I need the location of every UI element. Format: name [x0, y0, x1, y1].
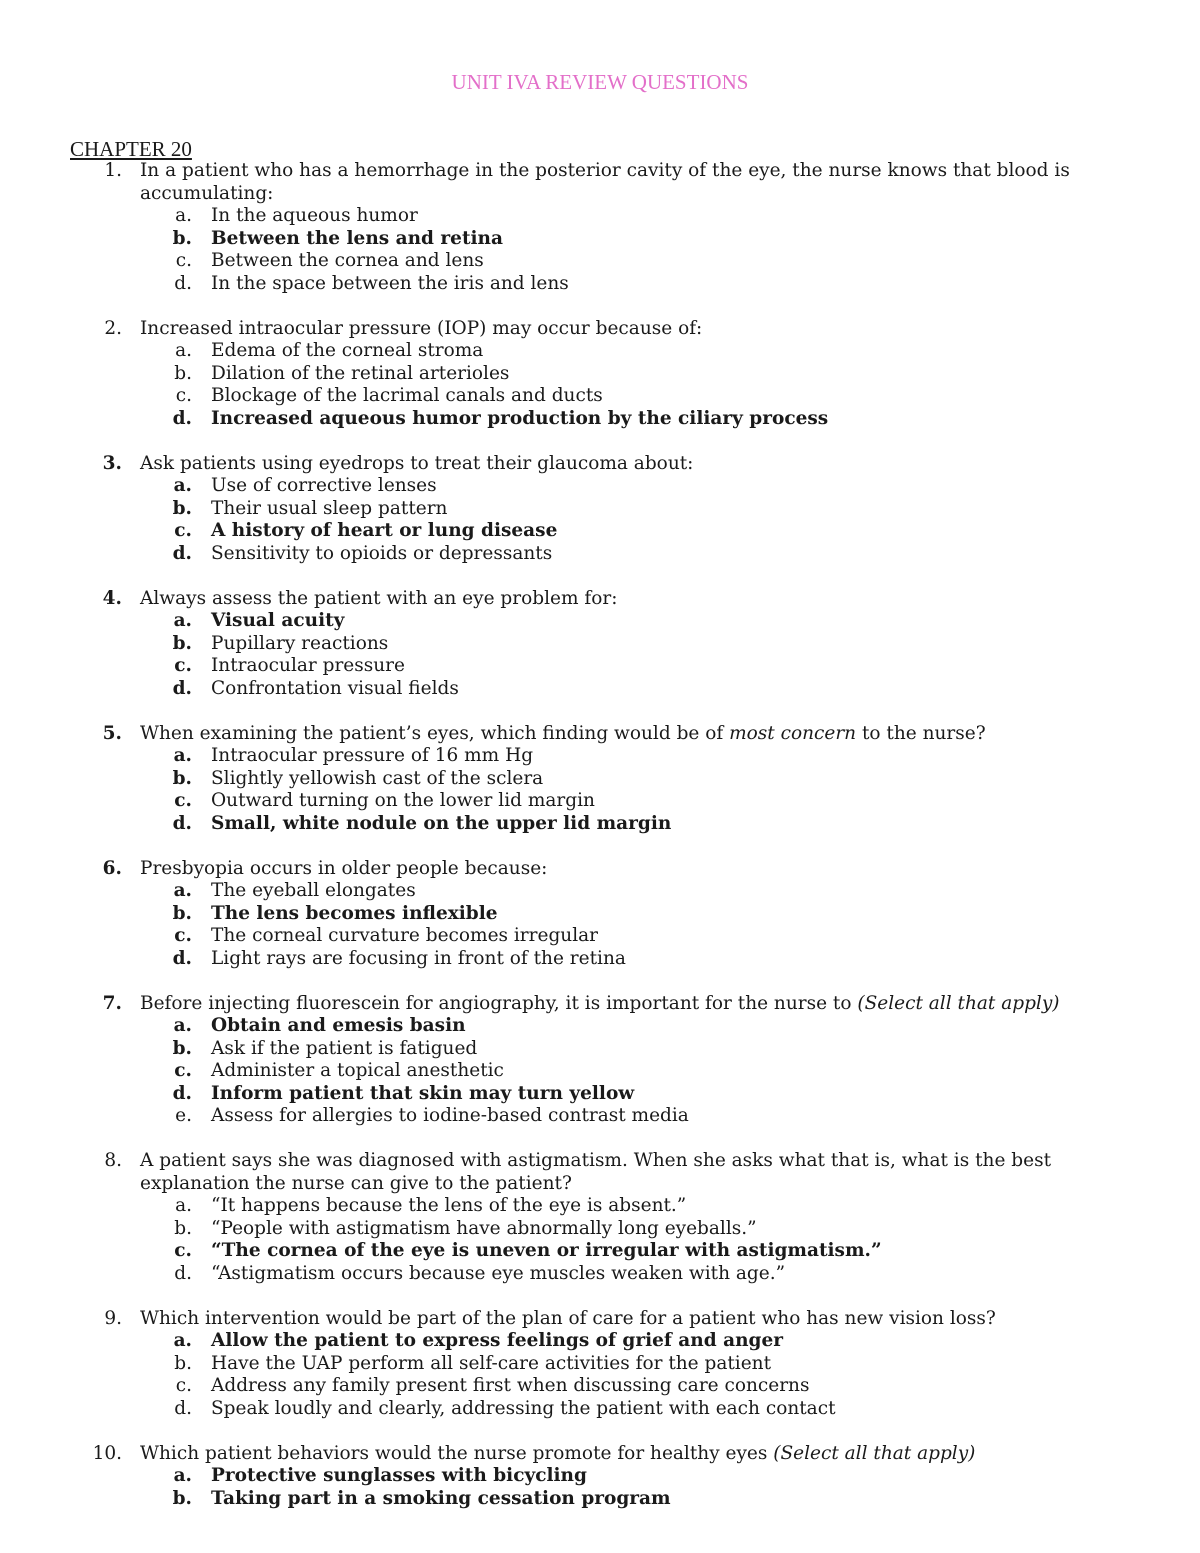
question-text [0, 588, 1200, 611]
option-letter: a. [173, 475, 192, 496]
answer-option [0, 948, 1200, 971]
question-item [0, 1308, 1200, 1421]
option-text: Use of corrective lenses [211, 475, 437, 496]
question-text-segment: Which patient behaviors would the nurse promote for healthy eyes [140, 1442, 774, 1464]
question-item [0, 588, 1200, 701]
answer-option [0, 790, 1200, 813]
option-text: Administer a topical anesthetic [211, 1060, 504, 1081]
answer-option [0, 363, 1200, 386]
question-number: 8. [104, 1150, 122, 1171]
correct-answer-text: The lens becomes inflexible [211, 902, 498, 924]
option-text: Have the UAP perform all self-care activities for the patient [211, 1352, 772, 1374]
question-number: 7. [102, 992, 122, 1014]
correct-answer-text: Obtain and emesis basin [211, 1015, 466, 1036]
option-text: Address any family present first when discussing care concerns [211, 1375, 810, 1396]
option-letter: c. [174, 520, 192, 541]
answer-option [0, 498, 1200, 521]
correct-answer-text: Increased aqueous humor production by the ciliary process [211, 407, 829, 429]
option-letter: c. [174, 655, 192, 676]
answer-option [0, 1105, 1200, 1128]
question-text-segment: Before injecting fluorescein for angiography, it is important for the nurse to [140, 992, 858, 1014]
answer-option [0, 1353, 1200, 1376]
correct-answer-text: Protective sunglasses with bicycling [211, 1465, 587, 1486]
correct-answer-text: Visual acuity [211, 610, 345, 631]
option-text: Their usual sleep pattern [211, 497, 448, 519]
question-number: 10. [92, 1442, 122, 1464]
option-letter: b. [172, 1487, 192, 1509]
option-letter: c. [174, 1240, 192, 1261]
question-emphasis: (Select all that apply) [773, 1442, 976, 1464]
question-text-segment: In a patient who has a hemorrhage in the posterior cavity of the eye, the nurse knows that blood is accumulating: [140, 160, 1070, 204]
option-text: Light rays are focusing in front of the retina [211, 947, 626, 969]
option-text: Dilation of the retinal arterioles [211, 362, 510, 384]
option-text: Intraocular pressure of 16 mm Hg [211, 745, 534, 766]
answer-option [0, 903, 1200, 926]
answer-option [0, 1263, 1200, 1286]
option-text: Assess for allergies to iodine-based contrast media [211, 1105, 689, 1126]
answer-option [0, 1195, 1200, 1218]
option-letter: e. [175, 1105, 192, 1126]
correct-answer-text: Allow the patient to express feelings of grief and anger [211, 1330, 783, 1351]
option-text: Outward turning on the lower lid margin [211, 790, 595, 811]
option-letter: a. [173, 1015, 192, 1036]
option-letter: c. [174, 925, 192, 946]
answer-option [0, 1015, 1200, 1038]
option-letter: d. [174, 272, 192, 294]
option-letter: b. [172, 632, 192, 654]
answer-option [0, 925, 1200, 948]
option-letter: a. [175, 205, 192, 226]
option-letter: b. [172, 1037, 192, 1059]
answer-option [0, 813, 1200, 836]
option-text: Blockage of the lacrimal canals and ducts [211, 385, 603, 406]
question-text [0, 1443, 1200, 1466]
option-letter: b. [172, 227, 192, 249]
answer-option [0, 1488, 1200, 1511]
answer-option [0, 250, 1200, 273]
option-text: The corneal curvature becomes irregular [211, 925, 598, 946]
answer-option [0, 655, 1200, 678]
answer-option [0, 745, 1200, 768]
answer-option [0, 1083, 1200, 1106]
question-item [0, 1443, 1200, 1511]
question-text [0, 453, 1200, 476]
option-letter: b. [172, 902, 192, 924]
correct-answer-text: Between the lens and retina [211, 227, 503, 249]
option-text: The eyeball elongates [211, 880, 416, 901]
question-emphasis: (Select all that apply) [857, 992, 1060, 1014]
question-text-segment: Always assess the patient with an eye problem for: [140, 587, 618, 609]
answer-option [0, 1060, 1200, 1083]
option-letter: a. [173, 610, 192, 631]
option-letter: b. [174, 362, 192, 384]
question-text-segment: Presbyopia occurs in older people because: [140, 857, 548, 879]
option-letter: a. [173, 745, 192, 766]
answer-option [0, 1240, 1200, 1263]
answer-option [0, 1218, 1200, 1241]
question-text [0, 993, 1200, 1016]
question-item [0, 993, 1200, 1128]
question-item [0, 318, 1200, 431]
answer-option [0, 1038, 1200, 1061]
question-number: 2. [104, 317, 122, 339]
document-title: UNIT IVA REVIEW QUESTIONS [451, 70, 749, 94]
question-text [0, 318, 1200, 341]
question-item [0, 1150, 1200, 1285]
question-text [0, 1150, 1200, 1195]
option-letter: a. [173, 880, 192, 901]
option-letter: d. [172, 407, 192, 429]
option-letter: c. [174, 1060, 192, 1081]
question-text [0, 1308, 1200, 1331]
option-letter: b. [172, 497, 192, 519]
answer-option [0, 678, 1200, 701]
answer-option [0, 1330, 1200, 1353]
answer-option [0, 880, 1200, 903]
question-emphasis: most concern [729, 722, 857, 744]
option-text: Confrontation visual fields [211, 677, 459, 699]
answer-option [0, 610, 1200, 633]
option-text: Between the cornea and lens [211, 250, 484, 271]
option-letter: b. [174, 1352, 192, 1374]
question-text-segment: to the nurse? [856, 722, 986, 744]
answer-option [0, 340, 1200, 363]
option-text: Intraocular pressure [211, 655, 405, 676]
option-text: In the aqueous humor [211, 205, 418, 226]
answer-option [0, 543, 1200, 566]
option-letter: d. [172, 677, 192, 699]
answer-option [0, 1465, 1200, 1488]
option-letter: b. [174, 1217, 192, 1239]
question-text-segment: Which intervention would be part of the plan of care for a patient who has new vision loss? [140, 1307, 996, 1329]
option-text: Slightly yellowish cast of the sclera [211, 767, 544, 789]
option-letter: d. [172, 542, 192, 564]
option-letter: d. [172, 812, 192, 834]
question-item [0, 160, 1200, 295]
option-letter: a. [173, 1330, 192, 1351]
question-number: 5. [102, 722, 122, 744]
option-letter: d. [172, 947, 192, 969]
answer-option [0, 520, 1200, 543]
option-text: “Astigmatism occurs because eye muscles weaken with age.” [211, 1262, 786, 1284]
option-letter: c. [175, 250, 192, 271]
question-item [0, 453, 1200, 566]
question-number: 6. [102, 857, 122, 879]
question-text [0, 160, 1200, 205]
option-text: In the space between the iris and lens [211, 272, 569, 294]
answer-option [0, 1398, 1200, 1421]
answer-option [0, 768, 1200, 791]
question-text [0, 723, 1200, 746]
question-text-segment: Ask patients using eyedrops to treat their glaucoma about: [140, 452, 694, 474]
option-text: Speak loudly and clearly, addressing the patient with each contact [211, 1397, 836, 1419]
answer-option [0, 408, 1200, 431]
chapter-heading: CHAPTER 20 [70, 137, 192, 161]
question-number: 1. [104, 160, 122, 181]
option-letter: d. [172, 1082, 192, 1104]
question-text [0, 858, 1200, 881]
answer-option [0, 385, 1200, 408]
answer-option [0, 1375, 1200, 1398]
answer-option [0, 228, 1200, 251]
option-text: Ask if the patient is fatigued [211, 1037, 478, 1059]
question-number: 4. [102, 587, 122, 609]
question-item [0, 723, 1200, 836]
answer-option [0, 205, 1200, 228]
option-letter: a. [175, 1195, 192, 1216]
option-text: Edema of the corneal stroma [211, 340, 484, 361]
question-text-segment: Increased intraocular pressure (IOP) may occur because of: [140, 317, 703, 339]
option-letter: d. [174, 1262, 192, 1284]
option-letter: d. [174, 1397, 192, 1419]
answer-option [0, 475, 1200, 498]
option-letter: c. [174, 790, 192, 811]
question-number: 9. [104, 1307, 122, 1329]
correct-answer-text: “The cornea of the eye is uneven or irregular with astigmatism.” [211, 1240, 882, 1261]
correct-answer-text: Taking part in a smoking cessation program [211, 1487, 671, 1509]
question-list [0, 160, 1200, 1533]
option-text: Sensitivity to opioids or depressants [211, 542, 553, 564]
option-letter: a. [173, 1465, 192, 1486]
option-letter: a. [175, 340, 192, 361]
option-letter: b. [172, 767, 192, 789]
correct-answer-text: A history of heart or lung disease [211, 520, 558, 541]
correct-answer-text: Inform patient that skin may turn yellow [211, 1082, 635, 1104]
correct-answer-text: Small, white nodule on the upper lid margin [211, 812, 672, 834]
option-text: “It happens because the lens of the eye is absent.” [211, 1195, 687, 1216]
question-text-segment: A patient says she was diagnosed with astigmatism. When she asks what that is, what is the best explanation the nurse can give to the patient? [140, 1150, 1051, 1194]
option-letter: c. [175, 385, 192, 406]
answer-option [0, 633, 1200, 656]
option-letter: c. [175, 1375, 192, 1396]
question-text-segment: When examining the patient’s eyes, which finding would be of [140, 722, 730, 744]
answer-option [0, 273, 1200, 296]
option-text: Pupillary reactions [211, 632, 389, 654]
option-text: “People with astigmatism have abnormally long eyeballs.” [211, 1217, 757, 1239]
question-item [0, 858, 1200, 971]
question-number: 3. [102, 452, 122, 474]
